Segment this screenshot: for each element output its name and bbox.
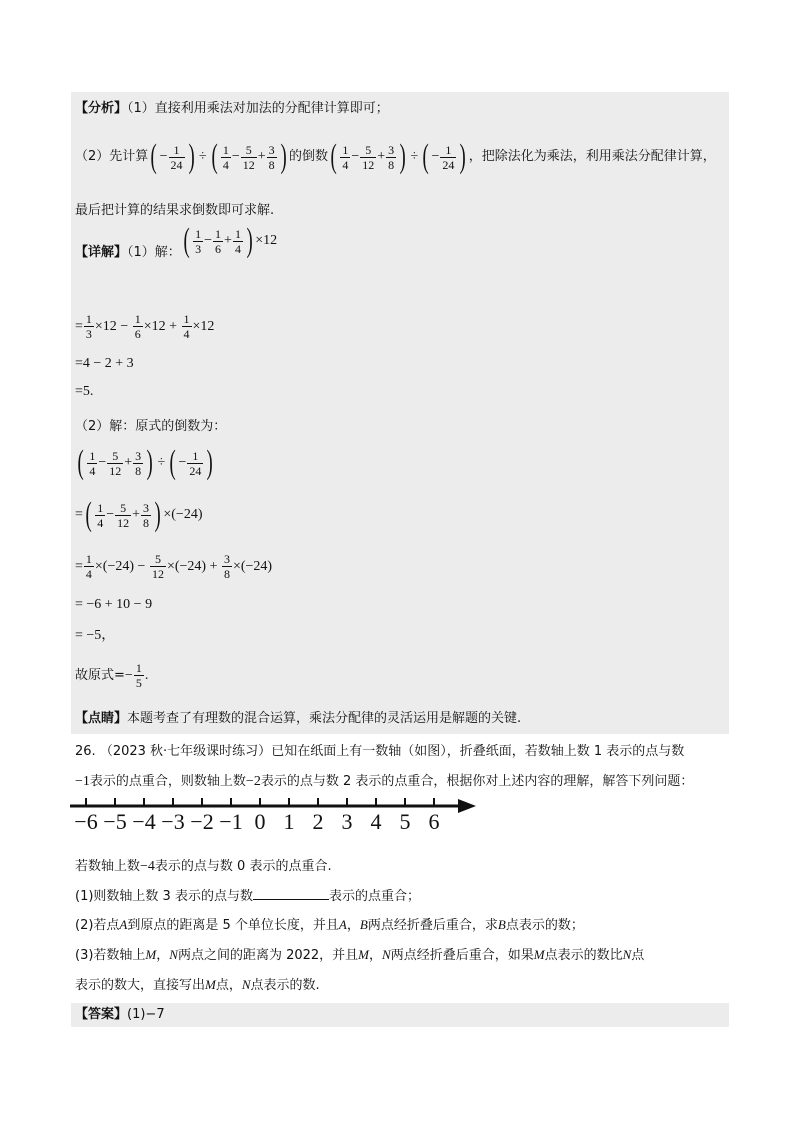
detail-conclusion: 故原式=− $\frac{1}{5}$ . bbox=[75, 661, 149, 691]
point-m: M bbox=[145, 947, 157, 962]
question-3-line-2 bbox=[75, 976, 320, 995]
number-line-label: −3 bbox=[161, 809, 185, 834]
q3-line2-mid: 点， bbox=[215, 978, 242, 993]
q3-pre: (3)若数轴上 bbox=[75, 948, 146, 963]
q3-comma: ， bbox=[369, 948, 383, 963]
detail-step-a: =4 − 2 + 3 bbox=[75, 356, 134, 371]
number-line-label: 1 bbox=[283, 809, 295, 834]
question-3-line-1 bbox=[75, 946, 644, 965]
point-m: M bbox=[533, 947, 545, 962]
problem-number: 26. bbox=[75, 744, 96, 759]
value-neg1: −1 bbox=[75, 774, 90, 789]
detail-part1-label: （1）解： bbox=[127, 245, 181, 261]
condition-line bbox=[75, 858, 332, 876]
conclusion-prefix: 故原式= bbox=[75, 668, 125, 683]
comment-tag: 【点睛】 bbox=[75, 711, 128, 726]
point-b: B bbox=[497, 917, 506, 932]
number-line-label: 0 bbox=[254, 809, 266, 834]
q2-mid: 到原点的距离是 5 个单位长度，并且 bbox=[127, 918, 339, 933]
number-line-label: −5 bbox=[103, 809, 127, 834]
detail-step-d: = −5， bbox=[75, 628, 116, 643]
q1-pre: (1)则数轴上数 3 表示的点与数 bbox=[75, 889, 253, 904]
answer-tag: 【答案】 bbox=[75, 1007, 128, 1022]
number-line-label: −1 bbox=[219, 809, 243, 834]
point-n: N bbox=[382, 947, 391, 962]
detail-tag: 【详解】 bbox=[75, 245, 128, 261]
detail-step-c: = −6 + 10 − 9 bbox=[75, 597, 153, 612]
number-line-label: −4 bbox=[132, 809, 156, 834]
analysis-tag: 【分析】 bbox=[75, 101, 128, 116]
problem-line-2 bbox=[75, 773, 693, 791]
point-n: N bbox=[169, 947, 178, 962]
value-neg4: −4 bbox=[140, 859, 155, 874]
analysis-text-2-mid: 的倒数 bbox=[289, 149, 329, 165]
answer-line bbox=[75, 1006, 165, 1024]
solution-background bbox=[71, 92, 729, 734]
analysis-line-3 bbox=[75, 202, 274, 220]
number-line-label: −6 bbox=[74, 809, 98, 834]
q3-line2-pre: 表示的数大，直接写出 bbox=[75, 978, 206, 993]
value-neg2: −2 bbox=[245, 774, 261, 789]
q3-line2-end: 点表示的数. bbox=[250, 978, 320, 993]
detail-step-distribute: = $\frac{1}{4}$ ×(−24) − $\frac{5}{12}$ ×(−24) + $\frac{3}{8}$ ×(−24) bbox=[75, 552, 273, 582]
number-line-label: 2 bbox=[312, 809, 324, 834]
expression-part1: ( $\frac{1}{3}$ − $\frac{1}{6}$ + $\frac{1}{4}$ ) ×12 bbox=[183, 222, 278, 259]
q3-mid: 两点之间的距离为 2022，并且 bbox=[177, 948, 359, 963]
number-line-label: −2 bbox=[190, 809, 214, 834]
problem-text-1: 已知在纸面上有一数轴（如图），折叠纸面，若数轴上数 1 表示的点与数 bbox=[271, 744, 685, 759]
answer-background bbox=[71, 1003, 729, 1027]
answer-blank[interactable] bbox=[253, 887, 329, 900]
point-n: N bbox=[241, 977, 251, 992]
point-m: M bbox=[205, 977, 216, 992]
detail-step-reciprocal: ( $\frac{1}{4}$ − $\frac{5}{12}$ + $\frac{3}{8}$ ) ÷ ( − $\frac{1}{24}$ ) bbox=[77, 444, 214, 481]
detail-part2-label: （2）解：原式的倒数为： bbox=[75, 419, 227, 434]
expression-original: ( $\frac{1}{4}$ − $\frac{5}{12}$ + $\frac{3}{8}$ ) ÷ ( − $\frac{1}{24}$ ) bbox=[330, 138, 467, 175]
analysis-text-2-prefix: （2）先计算 bbox=[75, 149, 149, 165]
comment-text: 本题考查了有理数的混合运算，乘法分配律的灵活运用是解题的关键. bbox=[127, 711, 522, 726]
q3-comma: ， bbox=[156, 948, 170, 963]
q2-mid2: 两点经折叠后重合，求 bbox=[367, 918, 498, 933]
analysis-line-1 bbox=[75, 100, 389, 118]
q3-end: 点 bbox=[631, 948, 645, 963]
q2-pre: (2)若点 bbox=[75, 918, 120, 933]
question-1 bbox=[75, 887, 420, 906]
number-line-figure bbox=[68, 796, 488, 836]
analysis-text-3: 最后把计算的结果求倒数即可求解. bbox=[75, 203, 275, 218]
answer-text: (1)−7 bbox=[127, 1007, 165, 1022]
point-m: M bbox=[358, 947, 370, 962]
point-b: B bbox=[359, 917, 368, 932]
point-a: A bbox=[119, 917, 128, 932]
number-line-label: 4 bbox=[370, 809, 382, 834]
condition-post: 表示的点与数 0 表示的点重合. bbox=[154, 859, 332, 874]
analysis-line-2 bbox=[75, 140, 716, 174]
number-line-label: 5 bbox=[399, 809, 411, 834]
analysis-text-2-suffix: ，把除法化为乘法，利用乘法分配律计算， bbox=[468, 149, 716, 165]
point-n: N bbox=[622, 947, 632, 962]
detail-step-b: =5. bbox=[75, 384, 94, 399]
number-line-label: 3 bbox=[341, 809, 353, 834]
point-a: A bbox=[338, 917, 347, 932]
problem-text-2: 表示的点重合，则数轴上数 bbox=[89, 774, 246, 789]
detail-step-expanded: = $\frac{1}{3}$ ×12 − $\frac{1}{6}$ ×12 + $\frac{1}{4}$ ×12 bbox=[75, 312, 215, 342]
q3-mid2: 两点经折叠后重合，如果 bbox=[390, 948, 534, 963]
question-2 bbox=[75, 916, 584, 935]
q2-comma: ， bbox=[346, 918, 360, 933]
number-line-label: 6 bbox=[428, 809, 440, 834]
expression-reciprocal-part: ( − $\frac{1}{24}$ ) ÷ ( $\frac{1}{4}$ − $\frac{5}{12}$ + $\frac{3}{8}$ ) bbox=[150, 138, 287, 175]
problem-text-2-end: 表示的点与数 2 表示的点重合，根据你对上述内容的理解，解答下列问题： bbox=[260, 774, 694, 789]
q3-mid3: 点表示的数比 bbox=[544, 948, 623, 963]
analysis-text-1: （1）直接利用乘法对加法的分配律计算即可； bbox=[127, 101, 389, 116]
number-line-arrowhead bbox=[458, 799, 476, 813]
detail-line-1 bbox=[75, 222, 278, 270]
q1-post: 表示的点重合； bbox=[328, 889, 420, 904]
problem-source: （2023 秋·七年级课时练习） bbox=[99, 744, 272, 759]
problem-line-1 bbox=[75, 743, 684, 761]
condition-pre: 若数轴上数 bbox=[75, 859, 141, 874]
q2-end: 点表示的数； bbox=[505, 918, 584, 933]
detail-step-multiply: =( $\frac{1}{4}$ − $\frac{5}{12}$ + $\frac{3}{8}$ ) ×(−24) bbox=[75, 496, 203, 533]
comment-line bbox=[75, 710, 521, 728]
